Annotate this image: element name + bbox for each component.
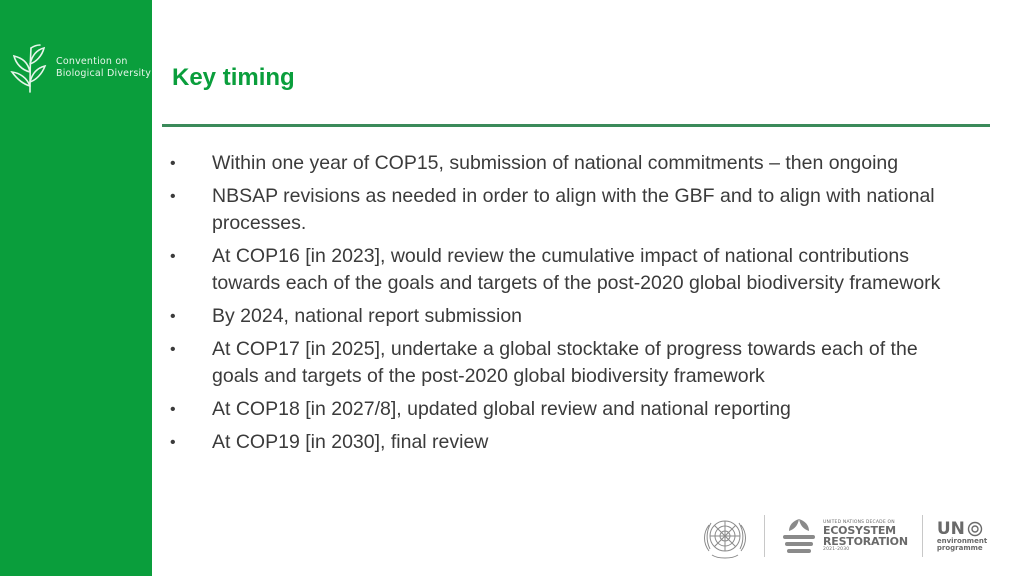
unep-head [937, 520, 987, 538]
bullet-icon: • [170, 248, 176, 265]
un-emblem-icon [700, 511, 750, 561]
unep-line-2: programme [936, 544, 983, 552]
cbd-logo-text [56, 56, 151, 80]
sidebar [0, 0, 152, 576]
slide-title: Key timing [172, 64, 295, 91]
bullet-item [168, 183, 968, 237]
bullet-icon: • [170, 155, 176, 172]
footer-logos [700, 510, 1000, 562]
unep-main-text: UN [936, 518, 965, 539]
bullet-item [168, 396, 968, 423]
un-globe-icon [967, 521, 983, 537]
ecosystem-restoration-icon [779, 515, 819, 557]
bullet-item [168, 150, 968, 177]
bullet-icon: • [170, 341, 176, 358]
bullet-text: NBSAP revisions as needed in order to align with the GBF and to align with national processes. [212, 185, 935, 234]
ecosystem-small-text: UNITED NATIONS DECADE ON [823, 520, 895, 525]
bullet-icon: • [170, 188, 176, 205]
unep-line-1: environment [936, 536, 988, 545]
logo-separator [922, 515, 923, 557]
ecosystem-years: 2021-2030 [823, 547, 850, 552]
bullet-icon: • [170, 434, 176, 451]
ecosystem-restoration-text [823, 520, 908, 552]
cbd-logo [8, 42, 151, 94]
ecosystem-line-2: RESTORATION [823, 535, 908, 548]
logo-line-1: Convention on [56, 56, 128, 67]
bullet-text: At COP19 [in 2030], final review [212, 431, 489, 453]
bullet-text: At COP18 [in 2027/8], updated global review and national reporting [212, 398, 791, 420]
bullet-text: At COP17 [in 2025], undertake a global stocktake of progress towards each of the goals and targets of the post-2020 global biodiversity framework [212, 338, 918, 387]
bullet-item [168, 243, 968, 297]
logo-separator [764, 515, 765, 557]
bullet-text: Within one year of COP15, submission of national commitments – then ongoing [212, 152, 899, 174]
unep-logo [937, 520, 987, 553]
bullet-item [168, 336, 968, 390]
logo-line-2: Biological Diversity [56, 68, 152, 79]
bullet-text: By 2024, national report submission [212, 305, 523, 327]
title-divider [162, 124, 990, 127]
ecosystem-restoration-logo [779, 515, 908, 557]
cbd-leaf-icon [8, 42, 50, 94]
bullet-icon: • [170, 308, 176, 325]
bullet-item [168, 303, 968, 330]
bullet-text: At COP16 [in 2023], would review the cumulative impact of national contributions towards each of the goals and targets of the post-2020 global biodiversity framework [212, 245, 941, 294]
bullet-icon: • [170, 401, 176, 418]
bullet-list [168, 150, 968, 462]
ecosystem-line-1: ECOSYSTEM [823, 524, 896, 537]
bullet-item [168, 429, 968, 456]
